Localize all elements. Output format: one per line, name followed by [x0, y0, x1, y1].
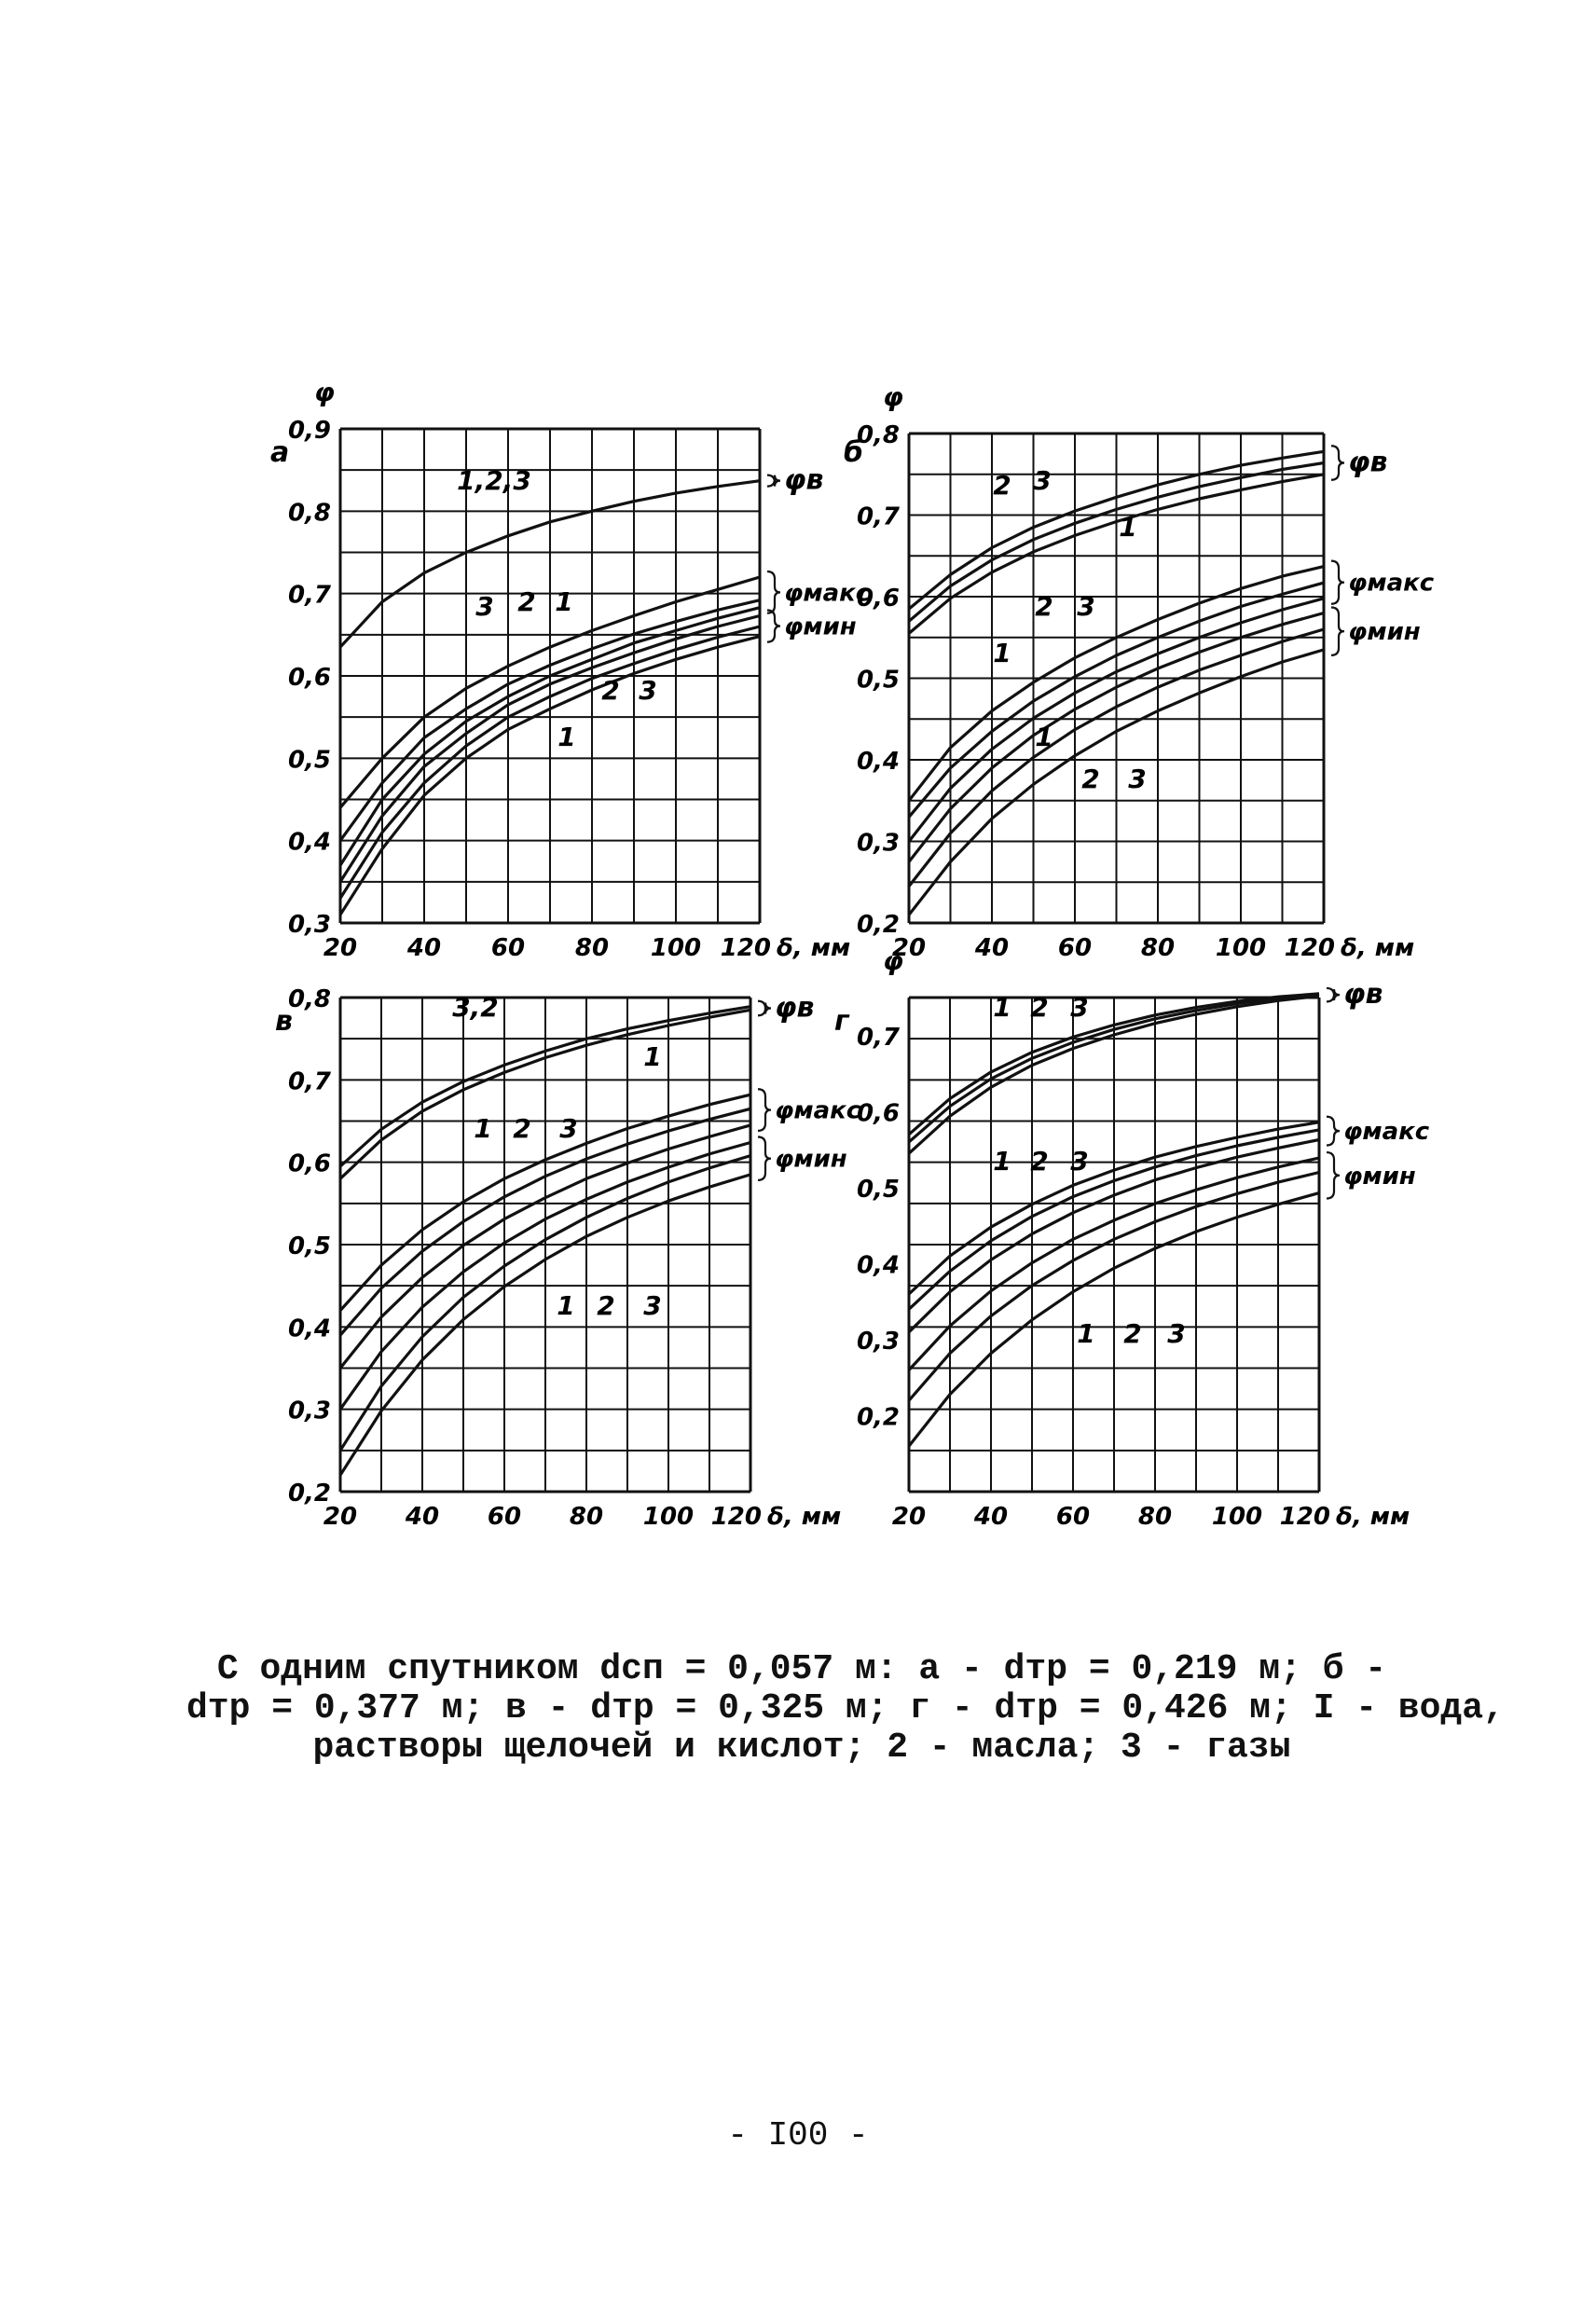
panel-label: г: [834, 1005, 849, 1038]
y-tick-label: 0,6: [287, 1150, 331, 1178]
curve-label: 1: [1035, 722, 1053, 752]
x-tick-label: 60: [487, 1503, 522, 1531]
y-tick-label: 0,7: [856, 503, 900, 531]
caption-line-1: С одним спутником dсп = 0,057 м: а - dтр = 0,219 м; б -: [216, 1649, 1387, 1689]
x-tick-label: 20: [323, 934, 358, 962]
curve-label: 2: [1123, 1318, 1142, 1349]
curve-label: 3: [1167, 1318, 1186, 1349]
y-tick-label: 0,9: [287, 417, 331, 445]
caption: [186, 1649, 1505, 1768]
caption-line-3: растворы щелочей и кислот; 2 - масла; 3 - газы: [312, 1728, 1291, 1768]
curve-label: 3,2: [452, 992, 499, 1023]
y-tick-label: 0,7: [287, 1067, 331, 1096]
group-brace: [1331, 446, 1344, 480]
y-tick-label: 0,8: [856, 421, 900, 449]
group-brace: [1327, 1152, 1340, 1199]
x-tick-label: 20: [891, 934, 927, 962]
y-tick-label: 0,6: [287, 664, 331, 692]
x-tick-label: 120: [720, 934, 771, 962]
chart-panel-а: [270, 377, 871, 962]
y-tick-label: 0,2: [856, 911, 900, 939]
panel-label: в: [275, 1005, 293, 1038]
y-tick-label: 0,6: [856, 585, 900, 613]
curve-label: 3: [1070, 992, 1089, 1023]
x-tick-label: 120: [1284, 934, 1335, 962]
group-brace: [1327, 1117, 1340, 1146]
x-tick-label: 100: [642, 1503, 695, 1531]
x-tick-label: 80: [574, 934, 610, 962]
x-tick-label: 120: [1279, 1503, 1330, 1531]
y-tick-label: 0,4: [856, 1251, 900, 1280]
y-tick-label: 0,5: [287, 746, 331, 775]
x-tick-label: 40: [406, 934, 442, 962]
group-brace: [767, 571, 780, 613]
x-tick-label: 80: [1140, 934, 1176, 962]
y-tick-label: 0,8: [287, 985, 331, 1013]
x-tick-label: 60: [1055, 1503, 1091, 1531]
y-tick-label: 0,5: [856, 1175, 900, 1204]
group-label: φв: [784, 463, 824, 497]
curve-label: 3: [559, 1113, 578, 1144]
y-axis-label: φ: [883, 381, 903, 412]
curve-label: 1: [555, 586, 573, 617]
x-tick-label: 100: [1211, 1503, 1263, 1531]
x-axis-label: δ, мм: [1341, 934, 1415, 962]
y-axis-label: φ: [314, 377, 335, 407]
curve-label: 1: [557, 722, 576, 752]
group-brace: [767, 611, 780, 642]
curve-label: 2: [1035, 591, 1053, 622]
curve-label: 1,2,3: [457, 465, 531, 496]
group-brace: [767, 475, 780, 487]
y-tick-label: 0,6: [856, 1099, 900, 1128]
chart-panel-в: [275, 985, 861, 1531]
page-number: - I00 -: [727, 2116, 869, 2155]
curve-label: 1: [993, 992, 1011, 1023]
curve-label: 2: [993, 470, 1011, 501]
curve-label: 2: [601, 675, 620, 706]
group-brace: [1331, 561, 1344, 604]
x-tick-label: 100: [650, 934, 702, 962]
x-tick-label: 60: [490, 934, 526, 962]
curve-label: 1: [993, 638, 1011, 668]
curve-label: 2: [513, 1113, 531, 1144]
y-tick-label: 0,7: [856, 1023, 900, 1052]
curve-label: 3: [1128, 764, 1147, 794]
y-tick-label: 0,3: [287, 1397, 331, 1425]
x-tick-label: 100: [1215, 934, 1267, 962]
curve-label: 2: [1081, 764, 1100, 794]
group-label: φмакс: [1348, 569, 1435, 598]
curve-label: 3: [639, 675, 657, 706]
curve-label: 3: [643, 1290, 662, 1321]
x-tick-label: 20: [323, 1503, 358, 1531]
y-tick-label: 0,3: [856, 1327, 900, 1356]
curve-label: 2: [1030, 1146, 1049, 1177]
x-tick-label: 60: [1057, 934, 1093, 962]
x-tick-label: 80: [569, 1503, 604, 1531]
curve-label: 1: [993, 1146, 1011, 1177]
y-axis-label: φ: [883, 945, 903, 976]
group-label: φмакс: [784, 579, 871, 608]
x-tick-label: 120: [710, 1503, 762, 1531]
y-tick-label: 0,4: [287, 828, 331, 857]
y-tick-label: 0,3: [856, 829, 900, 858]
y-tick-label: 0,4: [856, 748, 900, 776]
group-brace: [1331, 608, 1344, 655]
curve-label: 1: [557, 1290, 575, 1321]
y-tick-label: 0,7: [287, 581, 331, 610]
y-tick-label: 0,2: [856, 1403, 900, 1432]
curve-label: 3: [1033, 465, 1052, 496]
group-label: φмакс: [1343, 1118, 1430, 1147]
group-label: φв: [1348, 446, 1388, 479]
curve-label: 2: [517, 586, 536, 617]
group-brace: [758, 1136, 771, 1179]
x-axis-label: δ, мм: [1336, 1503, 1410, 1531]
group-label: φв: [1343, 978, 1383, 1012]
x-tick-label: 40: [405, 1503, 440, 1531]
curve-label: 2: [1030, 992, 1049, 1023]
group-label: φмин: [1348, 618, 1421, 647]
curve-label: 1: [643, 1041, 662, 1072]
group-label: φмакс: [775, 1096, 861, 1125]
group-brace: [758, 1089, 771, 1131]
y-tick-label: 0,5: [287, 1232, 331, 1260]
group-brace: [758, 1001, 771, 1016]
curve-label: 1: [1077, 1318, 1095, 1349]
panel-label: б: [844, 436, 863, 469]
y-tick-label: 0,2: [287, 1480, 331, 1508]
chart-panel-б: [844, 381, 1435, 962]
panel-label: а: [270, 436, 290, 469]
curve-label: 2: [597, 1290, 615, 1321]
curve-label: 3: [475, 591, 494, 622]
y-tick-label: 0,3: [287, 911, 331, 939]
curve-label: 3: [1077, 591, 1095, 622]
curve-label: 1: [1119, 512, 1137, 543]
group-brace: [1327, 988, 1340, 1001]
x-tick-label: 40: [973, 1503, 1009, 1531]
caption-line-2: dтр = 0,377 м; в - dтр = 0,325 м; г - dтр = 0,426 м; I - вода,: [186, 1688, 1505, 1728]
x-axis-label: δ, мм: [777, 934, 851, 962]
curve-label: 3: [1070, 1146, 1089, 1177]
x-tick-label: 80: [1137, 1503, 1173, 1531]
group-label: φв: [775, 991, 815, 1025]
x-axis-label: δ, мм: [767, 1503, 842, 1531]
x-tick-label: 20: [891, 1503, 927, 1531]
x-tick-label: 40: [974, 934, 1010, 962]
chart-panel-г: [834, 945, 1430, 1531]
group-label: φмин: [784, 613, 857, 641]
group-label: φмин: [1343, 1162, 1416, 1191]
y-tick-label: 0,8: [287, 499, 331, 528]
y-tick-label: 0,4: [287, 1315, 331, 1343]
y-tick-label: 0,5: [856, 666, 900, 695]
curve-label: 1: [474, 1113, 492, 1144]
group-label: φмин: [775, 1145, 847, 1174]
